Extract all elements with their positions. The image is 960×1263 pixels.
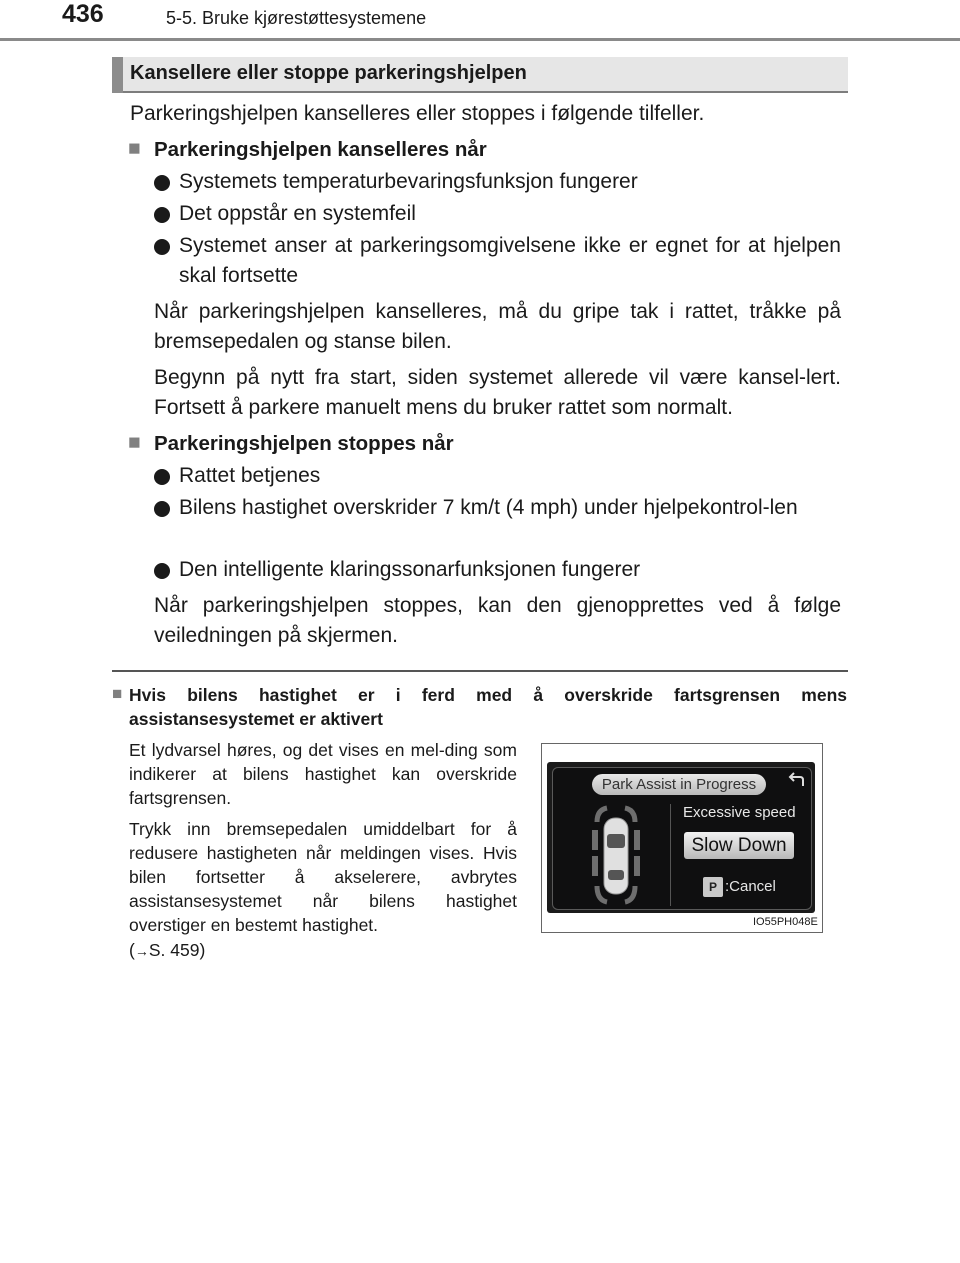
cancel-label: :Cancel: [725, 878, 776, 895]
section-heading: [112, 57, 848, 93]
park-assist-banner: Park Assist in Progress: [592, 774, 766, 795]
round-bullet-icon: [154, 501, 170, 517]
round-bullet-icon: [154, 563, 170, 579]
car-top-view-icon: [589, 804, 643, 908]
note-reference: [129, 938, 517, 963]
reference-arrow-icon: →: [134, 943, 149, 959]
square-bullet-icon: ■: [128, 137, 141, 160]
header-divider: [0, 38, 960, 41]
ref-close-paren: ): [199, 940, 206, 960]
display-screen: [547, 762, 815, 913]
round-bullet-icon: [154, 207, 170, 223]
round-bullet-icon: [154, 469, 170, 485]
paragraph: Når parkeringshjelpen stoppes, kan den gjenopprettes ved å følge veiledningen på skjermen.: [154, 594, 841, 647]
subheading-cancelled: Parkeringshjelpen kanselleres når: [154, 138, 487, 161]
display-divider: [670, 804, 671, 906]
bullet-item: Systemets temperaturbevaringsfunksjon fungerer: [179, 170, 638, 193]
section-heading-bar: [112, 57, 123, 93]
parking-assist-icon[interactable]: P: [703, 877, 723, 897]
round-bullet-icon: [154, 175, 170, 191]
page-number: 436: [62, 0, 104, 28]
excessive-speed-message: Excessive speed: [683, 804, 796, 821]
figure-display: [541, 743, 823, 933]
paragraph: Når parkeringshjelpen kanselleres, må du gripe tak i rattet, tråkke på bremsepedalen og stanse bilen.: [154, 300, 841, 353]
note-heading: Hvis bilens hastighet er i ferd med å overskride fartsgrensen mens assistansesystemet er aktivert: [129, 685, 847, 729]
square-bullet-icon: ■: [112, 684, 123, 703]
bullet-item: Den intelligente klaringssonarfunksjonen fungerer: [179, 558, 641, 581]
note-paragraph: Et lydvarsel høres, og det vises en mel-ding som indikerer at bilens hastighet kan overskride fartsgrensen.: [129, 740, 517, 808]
intro-paragraph: Parkeringshjelpen kanselleres eller stoppes i følgende tilfeller.: [130, 102, 705, 125]
ref-open-paren: (: [129, 940, 135, 960]
note-divider: [112, 670, 848, 672]
bullet-item: Rattet betjenes: [179, 464, 321, 487]
back-arrow-icon: [785, 772, 807, 790]
figure-code: IO55PH048E: [753, 916, 818, 928]
section-title: Kansellere eller stoppe parkeringshjelpen: [130, 62, 527, 84]
bullet-item: Bilens hastighet overskrider 7 km/t (4 mph) under hjelpekontrol-len: [179, 496, 798, 519]
paragraph: Begynn på nytt fra start, siden systemet allerede vil være kansel-lert. Fortsett å parkere manuelt mens du bruker rattet som normalt.: [154, 366, 841, 419]
bullet-item: Det oppstår en systemfeil: [179, 202, 416, 225]
round-bullet-icon: [154, 239, 170, 255]
slow-down-button[interactable]: Slow Down: [684, 832, 794, 859]
subheading-stopped: Parkeringshjelpen stoppes når: [154, 432, 454, 455]
page-reference-link[interactable]: S. 459: [148, 940, 200, 960]
square-bullet-icon: ■: [128, 431, 141, 454]
note-paragraph: Trykk inn bremsepedalen umiddelbart for å redusere hastigheten når meldingen vises. Hvis bilen fortsetter å akselerere, avbrytes assistansesystemet når bilens hastighet overstiger en bestemt hastighet.: [129, 819, 517, 935]
chapter-title: 5-5. Bruke kjørestøttesystemene: [166, 8, 427, 28]
bullet-item: Systemet anser at parkeringsomgivelsene ikke er egnet for at hjelpen skal fortsette: [179, 234, 841, 287]
display-inner: [552, 767, 812, 910]
